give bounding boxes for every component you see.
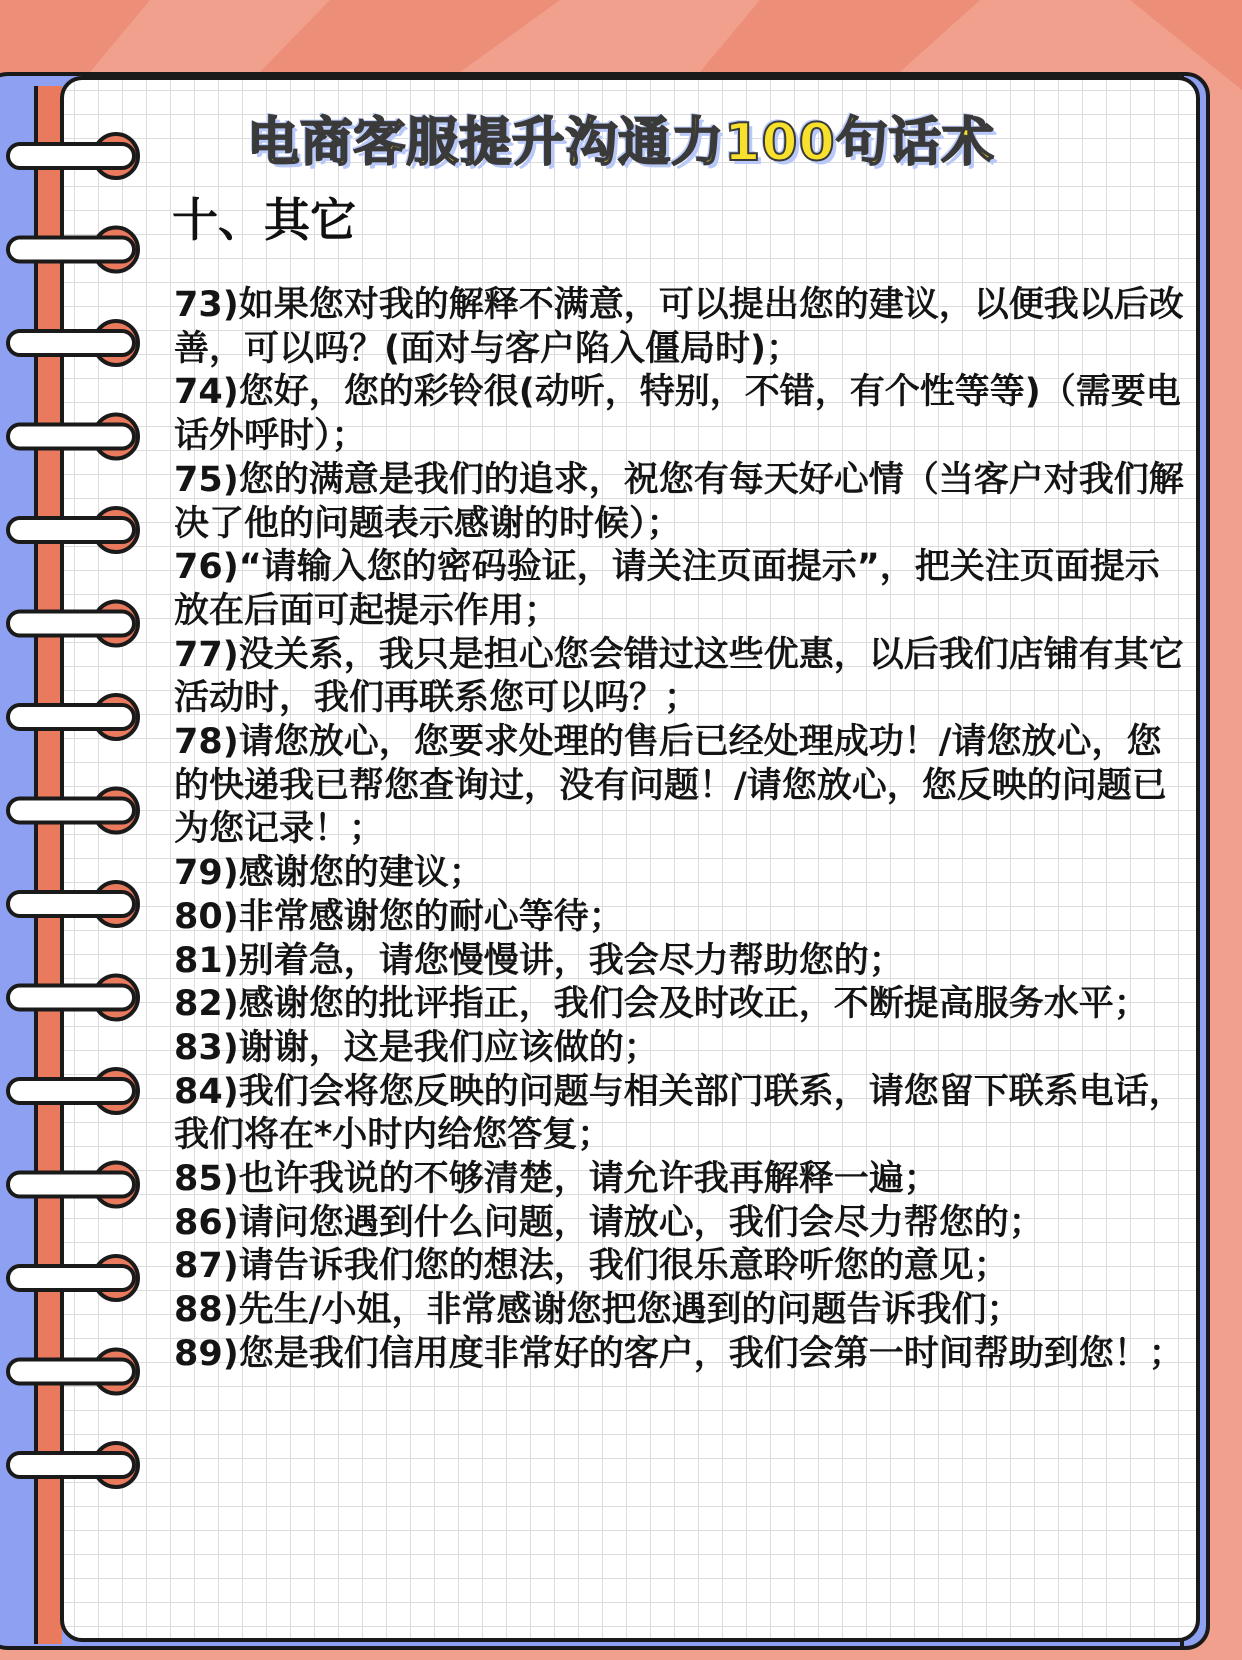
list-item: 81)别着急，请您慢慢讲，我会尽力帮助您的； xyxy=(174,940,904,981)
list-item: 79)感谢您的建议； xyxy=(174,853,484,894)
list-item: 73)如果您对我的解释不满意，可以提出您的建议，以便我以后改善，可以吗？(面对与客户陷入僵局时)； xyxy=(174,285,1184,369)
list-item: 82)感谢您的批评指正，我们会及时改正，不断提高服务水平； xyxy=(174,984,1149,1025)
list-item: 86)请问您遇到什么问题，请放心，我们会尽力帮您的； xyxy=(174,1202,1044,1243)
list-item: 88)先生/小姐，非常感谢您把您遇到的问题告诉我们； xyxy=(174,1290,1022,1331)
list-item: 74)您好，您的彩铃很(动听，特别，不错，有个性等等)（需要电话外呼时）； xyxy=(174,372,1181,457)
script-list xyxy=(174,284,1184,1377)
list-item: 83)谢谢，这是我们应该做的； xyxy=(174,1027,659,1068)
list-item: 75)您的满意是我们的追求，祝您有每天好心情（当客户对我们解决了他的问题表示感谢的时候）； xyxy=(174,459,1184,544)
page-title: 电商客服提升沟通力100句话术 xyxy=(247,113,995,173)
notebook-spine xyxy=(34,86,62,1644)
list-item: 89)您是我们信用度非常好的客户，我们会第一时间帮助到您！； xyxy=(174,1333,1184,1374)
list-item: 77)没关系，我只是担心您会错过这些优惠，以后我们店铺有其它活动时，我们再联系您可以吗？； xyxy=(174,634,1184,719)
list-item: 87)请告诉我们您的想法，我们很乐意聆听您的意见； xyxy=(174,1246,1009,1287)
list-item: 85)也许我说的不够清楚，请允许我再解释一遍； xyxy=(174,1159,939,1200)
list-item: 78)请您放心，您要求处理的售后已经处理成功！/请您放心，您的快递我已帮您查询过，没有问题！/请您放心，您反映的问题已为您记录！； xyxy=(174,722,1167,850)
list-item: 84)我们会将您反映的问题与相关部门联系，请您留下联系电话，我们将在*小时内给您答复； xyxy=(174,1071,1184,1156)
list-item: 80)非常感谢您的耐心等待； xyxy=(174,896,624,937)
list-item: 76)“请输入您的密码验证，请关注页面提示”，把关注页面提示放在后面可起提示作用； xyxy=(174,547,1160,631)
section-heading: 十、其它 xyxy=(172,193,356,247)
